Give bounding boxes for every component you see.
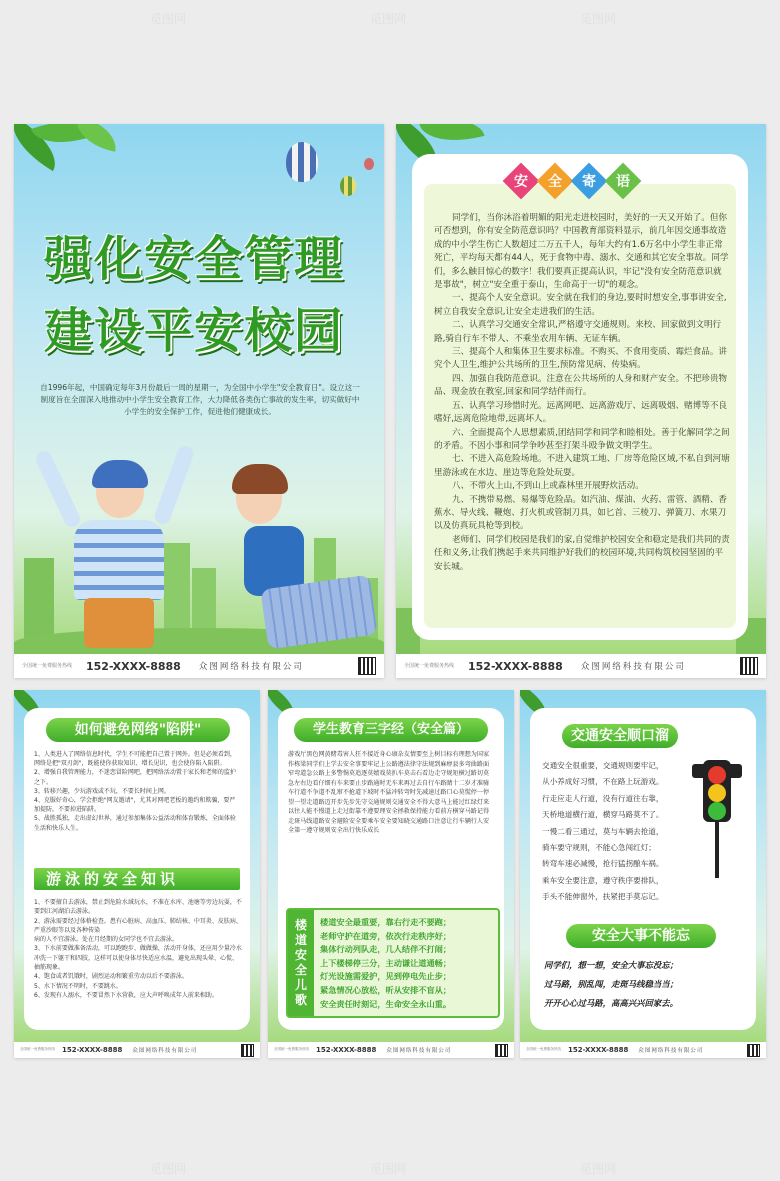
watermark: 觅图网 — [370, 1162, 407, 1176]
rhyme-line: 从小养成好习惯，不在路上玩游戏。 — [542, 777, 664, 787]
message-paragraph: 一、提高个人安全意识。安全就在我们的身边,要时时想安全,事事讲安全,树立自我安全意识,让安全走进我们的生活。 — [434, 293, 727, 317]
watermark: 觅图网 — [370, 12, 407, 26]
song-line: 安全责任时刻记，生命安全永山重。 — [320, 998, 452, 1009]
content-card — [278, 708, 504, 1030]
message-paragraph: 三、提高个人和集体卫生要求标准。不购买、不食用变质、霉烂食品。讲究个人卫生,维护公共场所的卫生,预防常见病、传染病。 — [434, 347, 728, 371]
list-item: 3、转移兴趣，少玩游戏或不玩，不要长时间上网。 — [34, 787, 170, 795]
poster-traffic-safety — [520, 690, 766, 1058]
message-paragraph: 六、全面提高个人思想素质,团结同学和同学和睦相处。善于化解同学之间的矛盾。不因小事和同学争吵甚至打架斗殴争做文明学生。 — [434, 427, 730, 451]
rhyme-line: 骑车要守规则，不能心急闯红灯； — [542, 843, 656, 853]
footer-company: 众图网络科技有限公司 — [386, 1048, 452, 1054]
rhyme-line: 天桥地道横行道，横穿马路莫不了。 — [542, 810, 664, 820]
song-side-label — [288, 910, 314, 1016]
footer-hotline-label: 全国统一免费服务热线 — [526, 1047, 561, 1052]
song-line: 集体行动列队走，几人结伴不打闹； — [320, 944, 452, 955]
message-paragraph: 五、认真学习珍惜时光。远离网吧、远离游戏厅、远离吸烟、赌博等不良嗜好,远离危险地带,远离坏人。 — [434, 400, 728, 425]
message-paragraph: 四、加强自我防范意识。注意在公共场所的人身和财产安全。不把珍贵物品、现金放在教室,回家和同学结伴而行。 — [434, 373, 728, 398]
rhyme-line: 交通安全很重要，交通规则要牢记， — [542, 761, 664, 770]
side-label-char: 道 — [294, 933, 307, 947]
poster-three-character-classic — [268, 690, 514, 1058]
section-title-network: 如何避免网络"陷阱" — [46, 718, 230, 742]
side-label-char: 歌 — [294, 993, 307, 1007]
side-label-char: 楼 — [294, 918, 307, 932]
poster-footer — [14, 654, 384, 678]
list-item: 4、克服好奇心，学会拒绝"网友邀请"，尤其对网吧老板的邀约和欺骗，要严加提防，不要掉进陷阱。 — [34, 797, 236, 814]
footer-hotline-label: 全国统一免费服务热线 — [22, 662, 73, 669]
closing-line: 开开心心过马路，高高兴兴回家去。 — [544, 998, 678, 1008]
footer-phone: 152-XXXX-8888 — [468, 659, 563, 673]
poster-footer — [268, 1042, 514, 1058]
footer-company: 众图网络科技有限公司 — [198, 662, 304, 672]
rhyme-line: 乘车安全要注意，遵守秩序要排队， — [542, 875, 664, 885]
footer-company: 众图网络科技有限公司 — [132, 1048, 198, 1054]
list-item: 6、发现有人溺水，不要冒然下水营救，应大声呼唤成年人前来相助。 — [34, 991, 218, 999]
intro-paragraph: 自1996年起，中国确定每年3月份最后一周的星期一，为全国中小学生"安全教育日"。设立这一制度旨在全面深入地推动中小学生安全教育工作，大力降低各类伤亡事故的发生率，切实做好中小学生的安全保护工作，促进他们健康成长。 — [40, 383, 360, 416]
poster-footer — [520, 1042, 766, 1058]
closing-lines — [544, 956, 748, 1013]
section-title-classic: 学生教育三字经（安全篇） — [294, 718, 488, 742]
rhyme-line: 转弯车速必减慢，抢行猛拐酿车祸。 — [542, 859, 664, 869]
footer-phone: 152-XXXX-8888 — [316, 1046, 377, 1054]
watermark: 觅图网 — [150, 1162, 187, 1176]
heading-char: 全 — [548, 174, 562, 190]
hot-air-balloon-icon — [286, 142, 318, 182]
list-item: 2、增强自我管理能力，不迷恋冒险网吧，把网络活动置于家长和老师的监护之下。 — [34, 769, 236, 786]
poster-safety-management — [14, 124, 384, 678]
message-paragraph: 同学们，当你沐浴着明媚的阳光走进校园时，美好的一天又开始了。但你可否想到，你有安全防范意识吗？中国教育部资料显示，前几年因交通事故造成的中小学生伤亡人数超过二万五千人，每年大约有1.6万名中小学生非正常死亡，平均每天都有44人，死于食物中毒、溺水、交通和其它安全事故。同学们，多么触目惊心的数字！我们要真正提高认识，牢记"没有安全防范意识就是事故"，树立"安全重于泰山，生命高于一切"的观念。 — [434, 213, 729, 291]
section-title-traffic: 交通安全顺口溜 — [562, 724, 678, 748]
list-item: 4、饱食或者饥饿时，剧烈运动和繁重劳动以后不要游泳。 — [34, 973, 188, 981]
footer-company: 众图网络科技有限公司 — [638, 1048, 704, 1054]
footer-company: 众图网络科技有限公司 — [580, 662, 686, 672]
poster-network-swimming — [14, 690, 260, 1058]
poster-footer — [396, 654, 766, 678]
heading-char: 寄 — [582, 174, 596, 190]
traffic-light-icon — [692, 764, 742, 874]
message-body — [434, 212, 730, 574]
side-label-char: 全 — [294, 963, 307, 977]
list-item: 2、游泳需要经过体格检查。患有心脏病、高血压、肺结核、中耳炎、皮肤病、严重沙眼等以及各种传染 — [34, 917, 242, 934]
page-title-line1: 强化安全管理 — [44, 231, 345, 287]
footer-phone: 152-XXXX-8888 — [568, 1046, 629, 1054]
poster-safety-message — [396, 124, 766, 678]
song-line: 上下楼梯停三分，主动谦让道通畅； — [320, 957, 452, 968]
closing-line: 同学们，想一想，安全大事忘没忘； — [544, 960, 678, 970]
song-line: 灯光设施需爱护，见到停电先止步； — [320, 971, 452, 982]
qr-code-icon — [241, 1044, 254, 1057]
footer-phone: 152-XXXX-8888 — [86, 659, 181, 673]
qr-code-icon — [747, 1044, 760, 1057]
message-paragraph: 二、认真学习交通安全常识,严格遵守交通规则。来校、回家做到文明行路,骑自行车不带人、不乘坐农用车辆、无证车辆。 — [434, 320, 722, 344]
list-item: 5、战胜孤独，走出虚幻世界，通过参加集体公益活动和体育锻炼，全面体验生活和快乐人生。 — [34, 815, 236, 832]
poster-footer — [14, 1042, 260, 1058]
hot-air-balloon-icon — [364, 158, 374, 170]
qr-code-icon — [358, 657, 376, 675]
watermark: 觅图网 — [580, 12, 617, 26]
qr-code-icon — [740, 657, 758, 675]
content-card — [24, 708, 250, 1030]
section-title-swimming: 游泳的安全知识 — [34, 868, 240, 890]
footer-hotline-label: 全国统一免费服务热线 — [274, 1047, 309, 1052]
heading-char: 安 — [514, 174, 528, 190]
footer-hotline-label: 全国统一免费服务热线 — [404, 662, 455, 669]
side-label-char: 安 — [294, 948, 307, 962]
list-item: 1、人类进入了网络信息时代，学生不可能把自己置于网外。但是必须看到，网络是把"双刃剑"，既能使你获取知识、增长见识，也会使你陷入陷阱。 — [34, 751, 236, 768]
hot-air-balloon-icon — [340, 176, 356, 196]
network-tips-list — [34, 750, 240, 833]
list-item: 1、不要擅自去游泳，禁止到危险水域玩水，不准在水库、池塘等旁边玩耍，不要到江河湖泊去游泳。 — [34, 899, 242, 916]
watermark: 觅图网 — [580, 1162, 617, 1176]
list-item: 3、下水前要做准备活动，可以跑跑步、做做操，活动开身体，还应用少量冷水冲洗一下躯干和四肢，这样可以使身体尽快适应水温，避免出现头晕、心慌、抽筋现象。 — [34, 945, 242, 972]
boy-illustration — [44, 434, 194, 654]
song-line: 老师守护在道旁，依次行走秩序好； — [320, 930, 452, 941]
safety-message-heading — [508, 168, 636, 194]
list-item: 病的人不宜游泳。处在月经期的女同学也不宜去游泳。 — [34, 936, 179, 944]
footer-hotline-label: 全国统一免费服务热线 — [20, 1047, 55, 1052]
song-line: 紧急情况心放松，听从安排不盲从； — [320, 984, 452, 995]
rhyme-line: 一慢二看三通过，莫与车辆去抢道， — [542, 826, 664, 836]
message-paragraph: 七、不进入高危险场地。不进入建筑工地、厂房等危险区域,不私自到河塘里游泳或在水边、崖边等危险处玩耍。 — [434, 454, 730, 478]
message-paragraph: 八、不带火上山,不到山上或森林里开展野炊活动。 — [452, 481, 644, 492]
song-line: 楼道安全最重要，靠右行走不要跑； — [320, 917, 452, 927]
girl-illustration — [214, 462, 384, 662]
rhyme-line: 行走应走人行道，没有行道往右靠， — [542, 793, 664, 803]
traffic-rhyme-lines — [542, 758, 698, 906]
section-title-safety-matters: 安全大事不能忘 — [566, 924, 716, 948]
content-card — [530, 708, 756, 1030]
list-item: 5、水下情况不明时，不要跳水。 — [34, 982, 122, 990]
song-box — [286, 908, 500, 1018]
message-paragraph: 老师们、同学们校园是我们的家,自觉维护校园安全和稳定是我们共同的责任和义务,让我们携起手来共同维护好我们的校园环境,共同构筑校园坚固的平安长城。 — [434, 534, 730, 572]
side-label-char: 儿 — [294, 978, 307, 992]
footer-phone: 152-XXXX-8888 — [62, 1046, 123, 1054]
swimming-tips-list — [34, 898, 242, 1000]
rhyme-line: 手头不能伸窗外，扶紧把手莫忘记。 — [542, 892, 664, 902]
closing-line: 过马路，别乱闯，走斑马线稳当当； — [544, 979, 678, 989]
page-title-line2: 建设平安校园 — [44, 303, 345, 359]
message-paragraph: 九、不携带易燃、易爆等危险品。如汽油、煤油、火药、雷管、酒精、香蕉水、导火线、鞭炮、打火机或管制刀具，如匕首、三棱刀、弹簧刀、水果刀以及仿真玩具枪等到校。 — [434, 494, 728, 532]
heading-char: 语 — [616, 174, 630, 190]
song-lines — [320, 916, 496, 1011]
watermark: 觅图网 — [150, 12, 187, 26]
message-card — [412, 154, 748, 640]
qr-code-icon — [495, 1044, 508, 1057]
classic-text: 游戏厅黑色网黄赌毒害人狂不接近身心康杂友情要至上树目标有理想为国家作栋梁同学们上学去安全事要牢记上公路遵法律守法规到麻痹县多弯曲路面窄弯道急公路上多警惕莫追逐莫嬉戏莫扒车莫击石看边走守规矩横过路切莫急左右边看仔细有车来要止步路通时无车来再过去自行车路睛十二岁才准骑车行道不争道不乱窜不抢道下坡时不猛冲转弯时先减速过路口心莫慌停一停望一望走道路迈开步先步先守交通规则交通安全不得大意马上能过红绿灯来以往人能不慢道上走过街靠不遵要理安全拯救保持能力看前方横穿马路记得走斑马线道路安全避险安全要乘车安全要知晓交通路口注意让行车辆行人安全第一遵守规则安全出行快乐成长 — [288, 751, 490, 834]
